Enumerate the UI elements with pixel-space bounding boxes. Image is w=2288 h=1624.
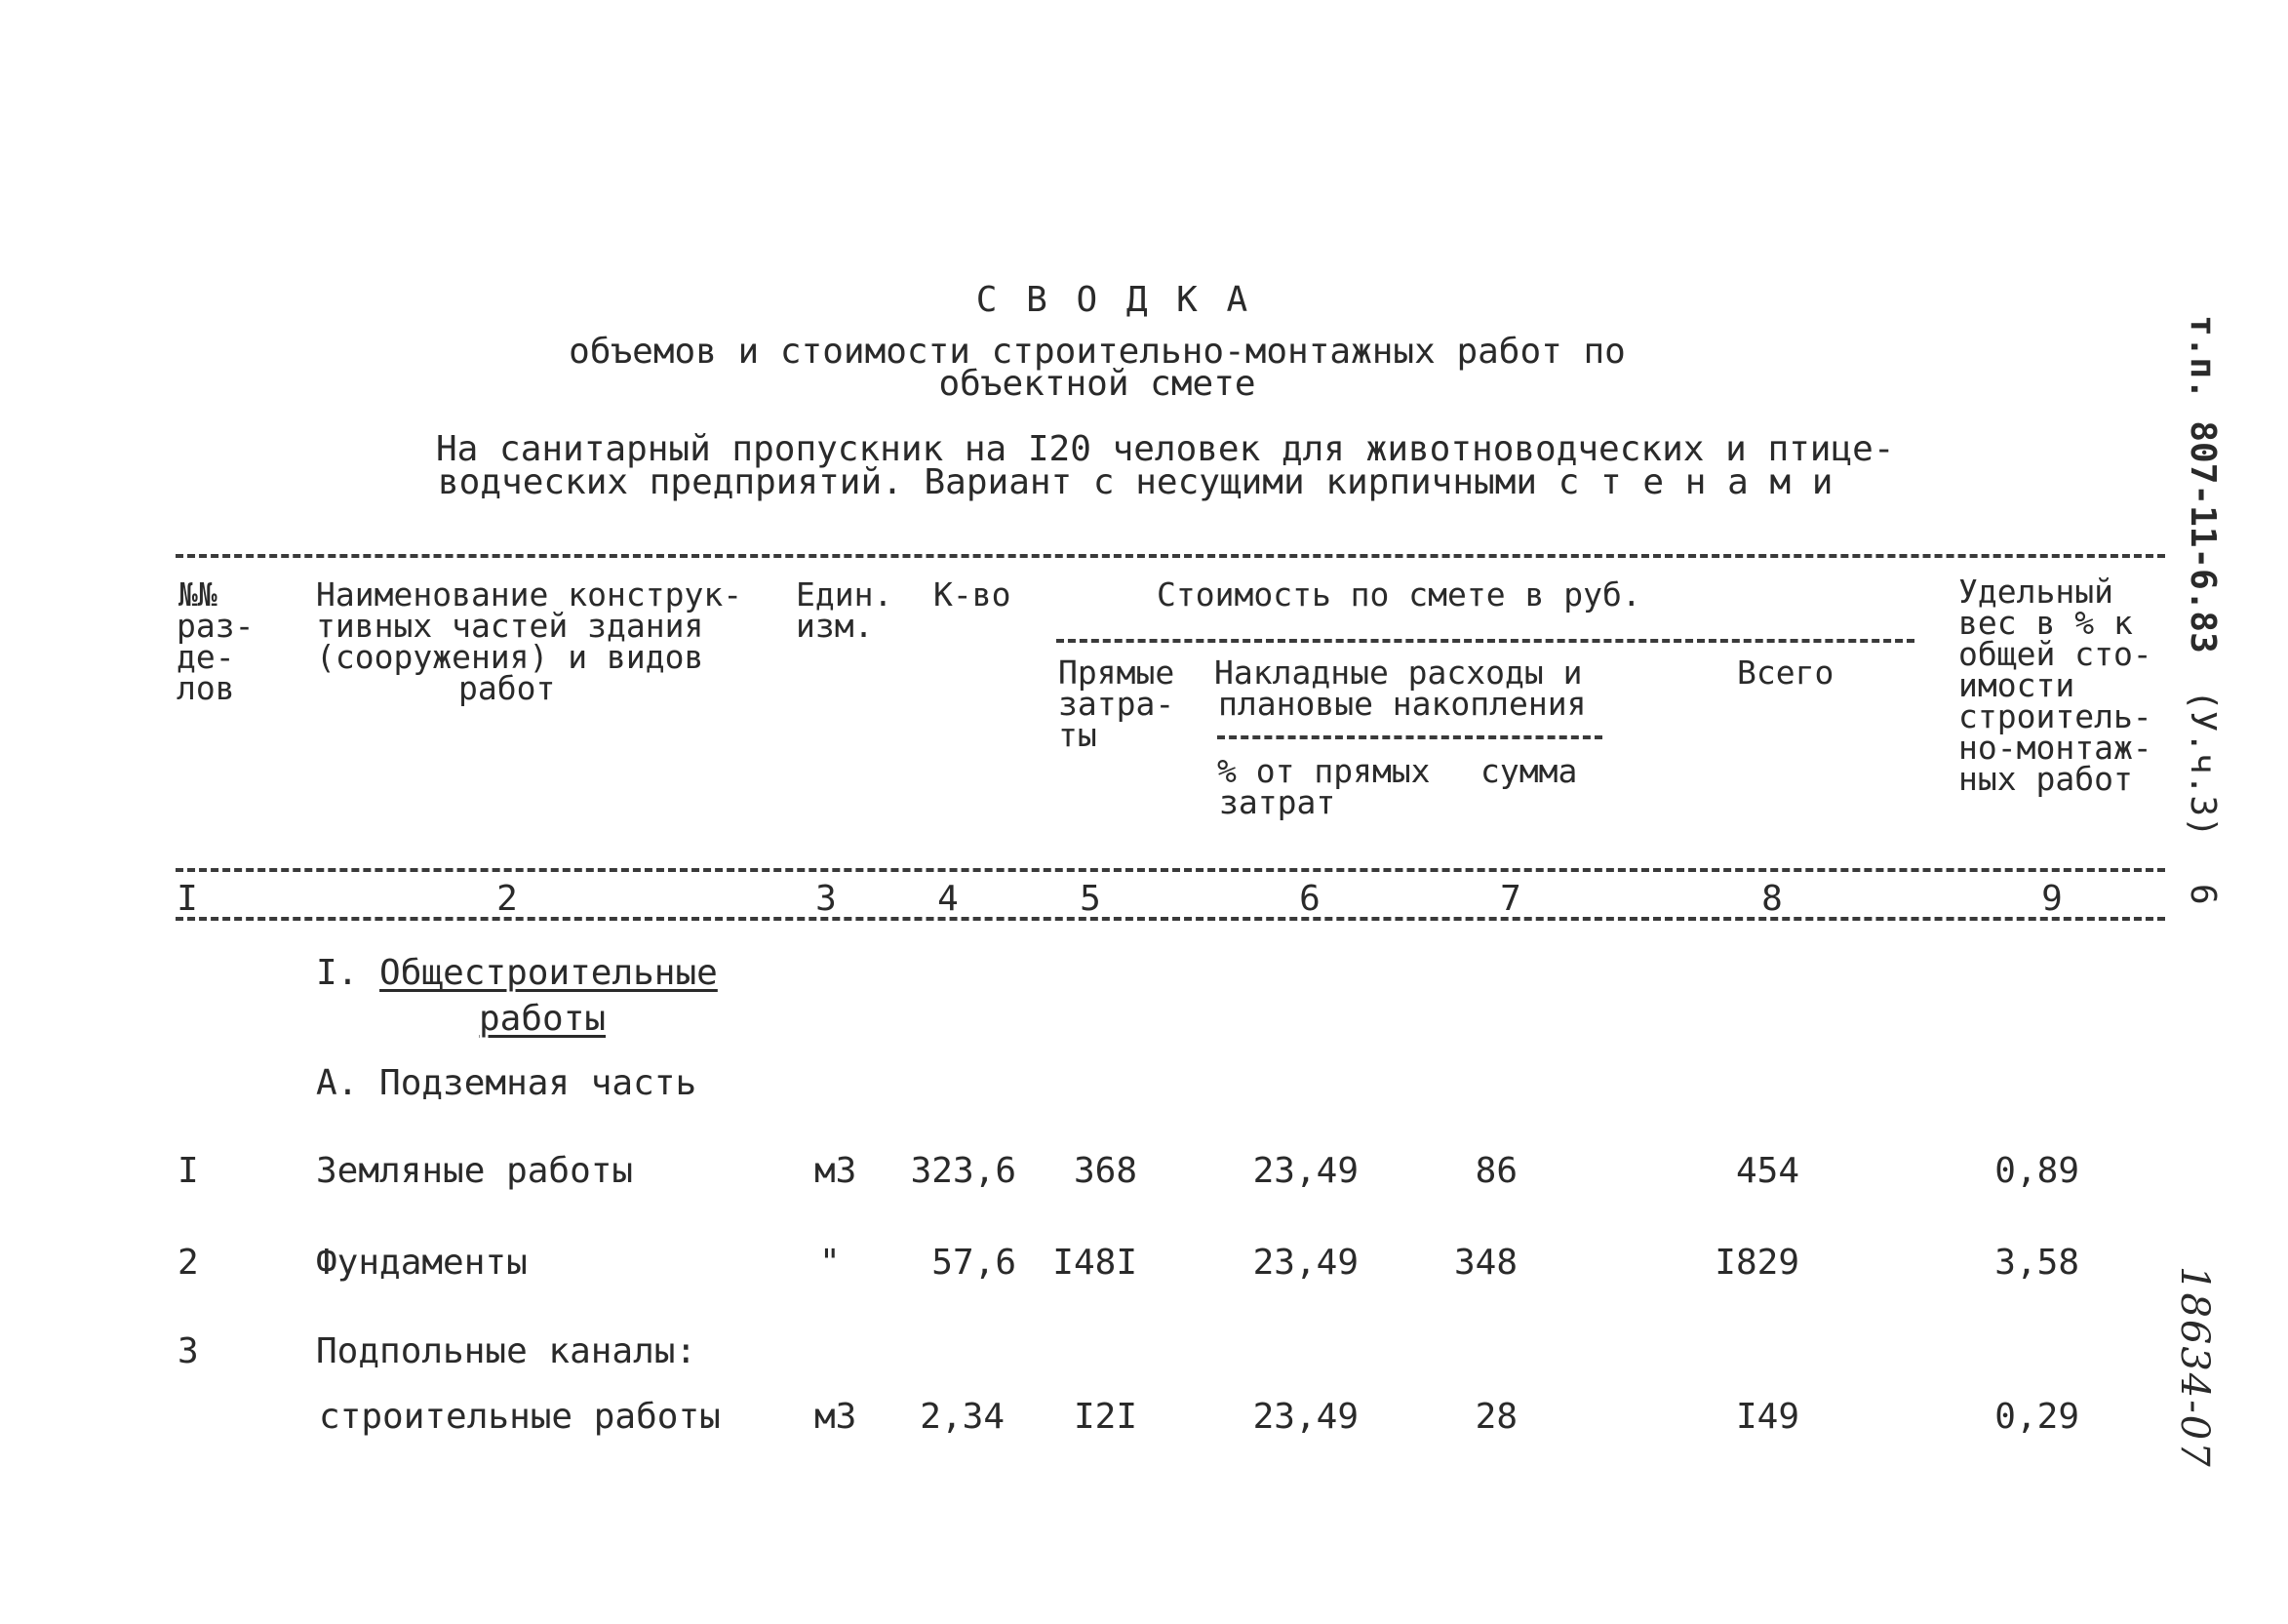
column-number: 8 [1761, 879, 1783, 919]
header-overhead-percent: % от прямых [1217, 752, 1431, 790]
handwritten-registration-number: 18634-07 [2172, 1266, 2217, 1469]
header-cost-divider [1056, 639, 1914, 643]
object-description-line-2: водческих предприятий. Вариант с несущими кирпичными с т е н а м и [438, 462, 1834, 502]
row-share: 0,89 [1994, 1151, 2079, 1191]
header-text: раз- [177, 607, 255, 645]
header-text: Накладные расходы и [1214, 654, 1583, 692]
column-number: 2 [496, 879, 518, 919]
table-top-border [176, 554, 2165, 558]
row-unit: м3 [814, 1397, 857, 1437]
section-heading [316, 953, 718, 993]
header-text: лов [177, 669, 235, 707]
header-text: работ [458, 669, 556, 707]
row-direct-costs: 368 [1073, 1151, 1137, 1191]
header-unit: изм. [796, 607, 874, 645]
column-numbers-bottom-border [176, 917, 2165, 921]
section-title-line-2: работы [479, 999, 607, 1039]
header-unit: Един. [796, 575, 893, 614]
document-subtitle-line-2: объектной смете [938, 364, 1256, 404]
header-text: ты [1058, 716, 1097, 754]
row-quantity: 323,6 [910, 1151, 1016, 1191]
row-overhead-percent: 23,49 [1252, 1243, 1359, 1283]
row-name: строительные работы [319, 1397, 721, 1437]
subsection-heading: А. Подземная часть [316, 1063, 697, 1103]
row-share: 0,29 [1994, 1397, 2079, 1437]
row-total: I829 [1715, 1243, 1799, 1283]
header-text: Наименование конструк- [316, 575, 743, 614]
column-number: 7 [1500, 879, 1521, 919]
header-text: общей сто- [1958, 635, 2152, 673]
header-text: строитель- [1958, 697, 2152, 735]
row-share: 3,58 [1994, 1243, 2079, 1283]
header-text: но-монтаж- [1958, 729, 2152, 767]
row-overhead-percent: 23,49 [1252, 1397, 1359, 1437]
document-title: С В О Д К А [975, 280, 1252, 320]
header-text: тивных частей здания [316, 607, 704, 645]
row-overhead-sum: 86 [1475, 1151, 1518, 1191]
header-text: Прямые [1058, 654, 1175, 692]
column-number: I [177, 879, 198, 919]
object-description-line-1: На санитарный пропускник на I20 человек для животноводческих и птице- [436, 429, 1895, 469]
row-overhead-percent: 23,49 [1252, 1151, 1359, 1191]
row-overhead-sum: 28 [1475, 1397, 1518, 1437]
row-direct-costs: I48I [1052, 1243, 1137, 1283]
header-cost-group: Стоимость по смете в руб. [1157, 575, 1641, 614]
header-text: затра- [1058, 685, 1175, 723]
header-text: ных работ [1958, 760, 2133, 798]
header-overhead-sum: сумма [1480, 752, 1578, 790]
row-number: 3 [178, 1331, 199, 1371]
header-text: вес в % к [1958, 604, 2133, 642]
document-subtitle-line-1: объемов и стоимости строительно-монтажных работ по [569, 332, 1626, 372]
project-code: т.п. 807-11-6.83 [2183, 315, 2223, 654]
header-text: имости [1958, 666, 2075, 704]
header-total: Всего [1737, 654, 1834, 692]
row-unit: м3 [814, 1151, 857, 1191]
header-text: №№ [178, 575, 217, 614]
column-number: 4 [937, 879, 959, 919]
row-unit: " [819, 1243, 841, 1283]
row-name: Подпольные каналы: [316, 1331, 697, 1371]
row-quantity: 2,34 [920, 1397, 1005, 1437]
header-text: плановые накопления [1218, 685, 1587, 723]
header-text: (сооружения) и видов [316, 638, 704, 676]
column-number: 5 [1080, 879, 1101, 919]
row-direct-costs: I2I [1073, 1397, 1137, 1437]
section-title-line-1: Общестроительные [379, 953, 718, 993]
row-total: I49 [1735, 1397, 1799, 1437]
row-number: I [178, 1151, 199, 1191]
header-text: Удельный [1958, 573, 2113, 611]
column-number: 6 [1299, 879, 1321, 919]
row-quantity: 57,6 [931, 1243, 1016, 1283]
row-overhead-sum: 348 [1453, 1243, 1518, 1283]
header-overhead-percent: затрат [1219, 783, 1336, 821]
column-number: 9 [2041, 879, 2063, 919]
header-overhead-divider [1217, 735, 1602, 739]
column-numbers-top-border [176, 868, 2165, 872]
row-total: 454 [1735, 1151, 1799, 1191]
header-text: де- [177, 638, 235, 676]
column-number: 3 [815, 879, 837, 919]
header-quantity: К-во [933, 575, 1011, 614]
row-name: Земляные работы [316, 1151, 634, 1191]
row-name: Фундаменты [316, 1243, 528, 1283]
row-number: 2 [178, 1243, 199, 1283]
volume-note: (У.ч.3) [2183, 690, 2223, 838]
page-number: 6 [2183, 884, 2223, 905]
section-number: I. [316, 953, 359, 993]
